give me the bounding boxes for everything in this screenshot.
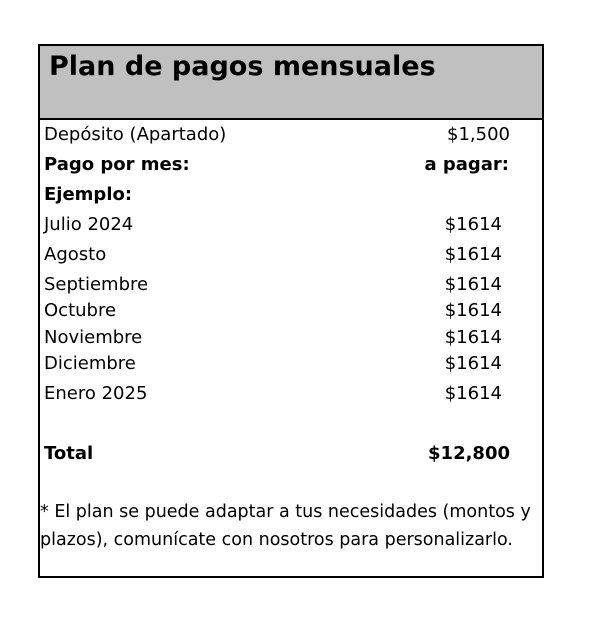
example-row: [40, 184, 542, 212]
example-label: Ejemplo:: [44, 184, 133, 205]
monthly-payment-label: Pago por mes:: [44, 154, 190, 175]
payment-row: [40, 353, 542, 381]
column-header-row: [40, 154, 542, 182]
deposit-row: [40, 124, 542, 152]
payment-month: Enero 2025: [44, 383, 148, 404]
payment-month: Noviembre: [44, 327, 143, 348]
total-label: Total: [44, 443, 94, 464]
payment-row: [40, 300, 542, 328]
payment-month: Agosto: [44, 244, 107, 265]
deposit-label: Depósito (Apartado): [44, 124, 227, 145]
payment-row: [40, 244, 542, 272]
total-value: $12,800: [428, 443, 510, 464]
payment-row: [40, 274, 542, 302]
payment-amount: $1614: [444, 327, 502, 348]
payment-amount: $1614: [444, 274, 502, 295]
page-title: Plan de pagos mensuales: [49, 51, 436, 82]
payment-amount: $1614: [444, 300, 502, 321]
payment-month: Julio 2024: [44, 214, 134, 235]
payment-month: Octubre: [44, 300, 117, 321]
payment-amount: $1614: [444, 383, 502, 404]
payment-row: [40, 327, 542, 355]
footnote: * El plan se puede adaptar a tus necesidades (montos y plazos), comunícate con nosotros para personalizarlo.: [40, 502, 531, 550]
to-pay-label: a pagar:: [424, 154, 509, 175]
deposit-value: $1,500: [447, 124, 510, 145]
payment-amount: $1614: [444, 214, 502, 235]
payment-month: Diciembre: [44, 353, 136, 374]
payment-month: Septiembre: [44, 274, 149, 295]
payment-row: [40, 383, 542, 411]
payment-plan-table: [38, 44, 544, 578]
payment-row: [40, 214, 542, 242]
payment-amount: $1614: [444, 244, 502, 265]
total-row: [40, 443, 542, 471]
table-header: [40, 46, 542, 120]
payment-amount: $1614: [444, 353, 502, 374]
